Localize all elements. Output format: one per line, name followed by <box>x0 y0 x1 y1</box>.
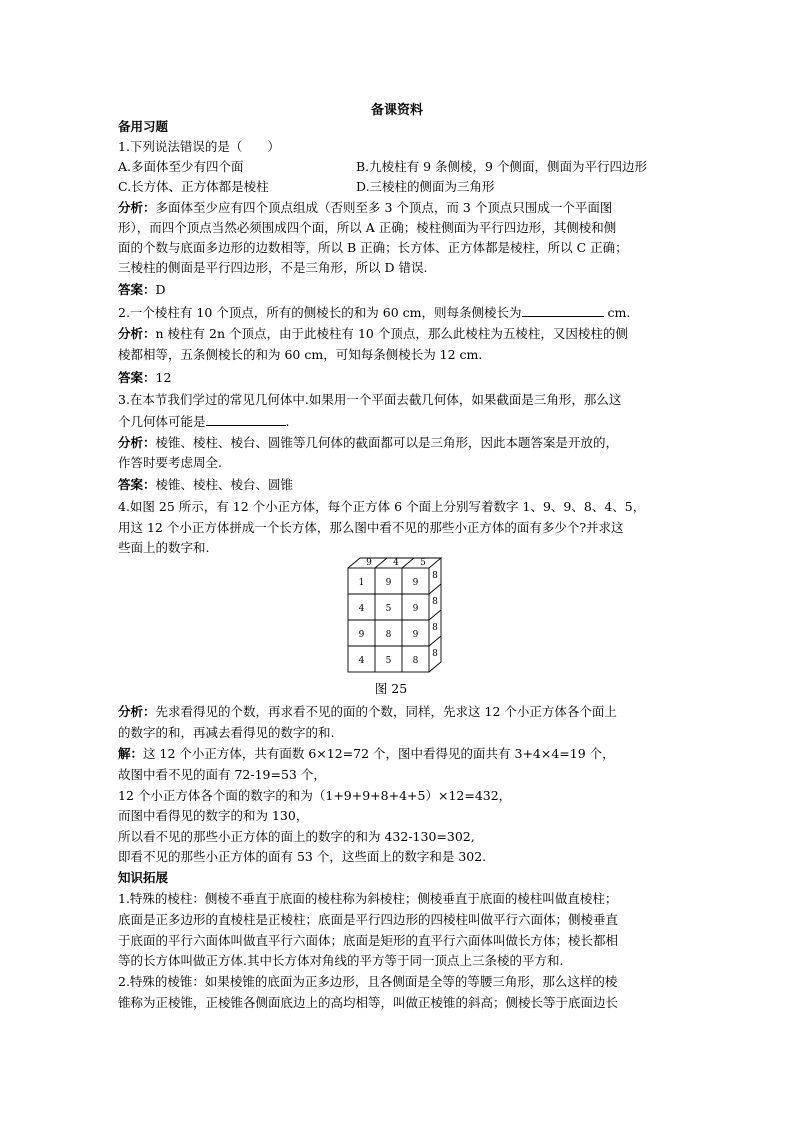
q3-stem-line: 个几何体可能是 . <box>118 411 678 432</box>
q4-stem-line: 4.如图 25 所示，有 12 个小正方体，每个正方体 6 个面上分别写着数字 1、9、9、8、4、5， <box>118 499 646 514</box>
front-face-digit: 9 <box>412 630 419 640</box>
front-face-digit: 8 <box>412 656 419 666</box>
q1-stem: 1.下列说法错误的是（ ） <box>118 139 280 154</box>
front-face-digit: 8 <box>385 630 392 640</box>
analysis-label: 分析： <box>118 704 156 719</box>
q4-analysis-line: 分析：先求看得见的个数，再求看不见的面的个数，同样，先求这 12 个小正方体各个面上 <box>118 704 617 719</box>
top-face-digit: 4 <box>393 558 399 568</box>
side-face-digit: 8 <box>432 597 438 607</box>
side-face-digit: 8 <box>432 623 438 633</box>
front-face-digit: 9 <box>358 630 365 640</box>
front-face-digit: 1 <box>358 578 365 588</box>
q1-analysis-line: 面的个数与底面多边形的边数相等，所以 B 正确；长方体、正方体都是棱柱，所以 C 正确； <box>118 240 628 255</box>
top-face-digit: 9 <box>366 558 372 568</box>
side-face-digit: 8 <box>432 571 438 581</box>
q2-answer: 答案：12 <box>118 370 172 385</box>
q4-stem-line: 些面上的数字和. <box>118 540 210 555</box>
q1-analysis-line: 形），而四个顶点当然必须围成四个面，所以 A 正确；棱柱侧面为平行四边形，其侧棱和侧 <box>118 220 617 235</box>
front-face-digit: 4 <box>358 604 365 614</box>
q4-solution-line: 12 个小正方体各个面的数字的和为（1+9+9+8+4+5）×12=432， <box>118 788 512 803</box>
answer-label: 答案： <box>118 477 156 492</box>
side-face-digit: 8 <box>432 649 438 659</box>
section-heading-exercises: 备用习题 <box>118 119 169 134</box>
q2-stem: 2.一个棱柱有 10 个顶点，所有的侧棱长的和为 60 cm，则每条侧棱长为 cm. <box>118 302 678 323</box>
q3-analysis-line: 作答时要考虑周全. <box>118 455 222 470</box>
analysis-label: 分析： <box>118 435 156 450</box>
analysis-label: 分析： <box>118 200 156 215</box>
extension-line: 锥称为正棱锥，正棱锥各侧面底边上的高均相等，叫做正棱锥的斜高；侧棱长等于底面边长 <box>118 995 619 1010</box>
q2-analysis-line: 棱都相等，五条侧棱长的和为 60 cm，可知每条侧棱长为 12 cm. <box>118 347 483 362</box>
answer-label: 答案： <box>118 282 156 297</box>
q2-analysis-line: 分析：n 棱柱有 2n 个顶点，由于此棱柱有 10 个顶点，那么此棱柱为五棱柱，又因棱柱的侧 <box>118 326 628 341</box>
q4-analysis-line: 的数字的和，再减去看得见的数字的和. <box>118 725 335 740</box>
solution-label: 解： <box>118 746 144 761</box>
q1-answer: 答案：D <box>118 282 166 297</box>
front-face-digit: 9 <box>385 578 392 588</box>
q1-analysis-line: 分析：多面体至少应有四个顶点组成（否则至多 3 个顶点，而 3 个顶点只围成一个平面图 <box>118 200 613 215</box>
front-face-digit: 9 <box>412 578 419 588</box>
q4-solution-line: 而图中看得见的数字的和为 130， <box>118 808 309 823</box>
answer-label: 答案： <box>118 370 156 385</box>
extension-line: 于底面的平行六面体叫做直平行六面体；底面是矩形的直平行六面体叫做长方体；棱长都相 <box>118 933 619 948</box>
q3-analysis-line: 分析：棱锥、棱柱、棱台、圆锥等几何体的截面都可以是三角形，因此本题答案是开放的， <box>118 435 619 450</box>
extension-line: 2.特殊的棱锥：如果棱锥的底面为正多边形，且各侧面是全等的等腰三角形，那么这样的棱 <box>118 974 618 989</box>
extension-line: 底面是正多边形的直棱柱是正棱柱；底面是平行四边形的四棱柱叫做平行六面体；侧棱垂直 <box>118 912 619 927</box>
section-heading-extension: 知识拓展 <box>118 870 169 885</box>
front-face-digit: 4 <box>358 656 365 666</box>
q4-solution-line: 解：这 12 个小正方体，共有面数 6×12=72 个，图中看得见的面共有 3+4×4=19 个， <box>118 746 615 761</box>
q4-solution-line: 所以看不见的那些小正方体的面上的数字的和为 432-130=302, <box>118 829 475 844</box>
analysis-label: 分析： <box>118 326 156 341</box>
extension-line: 1.特殊的棱柱：侧棱不垂直于底面的棱柱称为斜棱柱；侧棱垂直于底面的棱柱叫做直棱柱； <box>118 891 618 906</box>
q1-option-b: B.九棱柱有 9 条侧棱，9 个侧面，侧面为平行四边形 <box>356 159 647 174</box>
q1-analysis-line: 三棱柱的侧面是平行四边形，不是三角形，所以 D 错误. <box>118 260 428 275</box>
figure-caption: 图 25 <box>374 681 408 696</box>
q3-stem-line: 3.在本节我们学过的常见几何体中.如果用一个平面去截几何体，如果截面是三角形，那么这 <box>118 392 622 407</box>
q1-option-d: D.三棱柱的侧面为三角形 <box>356 179 495 194</box>
q1-option-a: A.多面体至少有四个面 <box>118 159 244 174</box>
q4-solution-line: 故图中看不见的面有 72-19=53 个， <box>118 767 326 782</box>
q3-answer: 答案：棱锥、棱柱、棱台、圆锥 <box>118 477 294 492</box>
q4-stem-line: 用这 12 个小正方体拼成一个长方体，那么图中看不见的那些小正方体的面有多少个?并求这 <box>118 520 624 535</box>
q4-solution-line: 即看不见的那些小正方体的面有 53 个，这些面上的数字和是 302. <box>118 849 487 864</box>
front-face-digit: 5 <box>385 604 392 614</box>
cube-stack-figure <box>346 556 446 676</box>
front-face-digit: 9 <box>412 604 419 614</box>
front-face-digit: 5 <box>385 656 392 666</box>
top-face-digit: 5 <box>420 558 426 568</box>
page-title: 备课资料 <box>370 103 423 118</box>
answer-blank <box>206 411 286 426</box>
extension-line: 等的长方体叫做正方体.其中长方体对角线的平方等于同一顶点上三条棱的平方和. <box>118 953 564 968</box>
q1-option-c: C.长方体、正方体都是棱柱 <box>118 179 269 194</box>
answer-blank <box>522 302 604 317</box>
